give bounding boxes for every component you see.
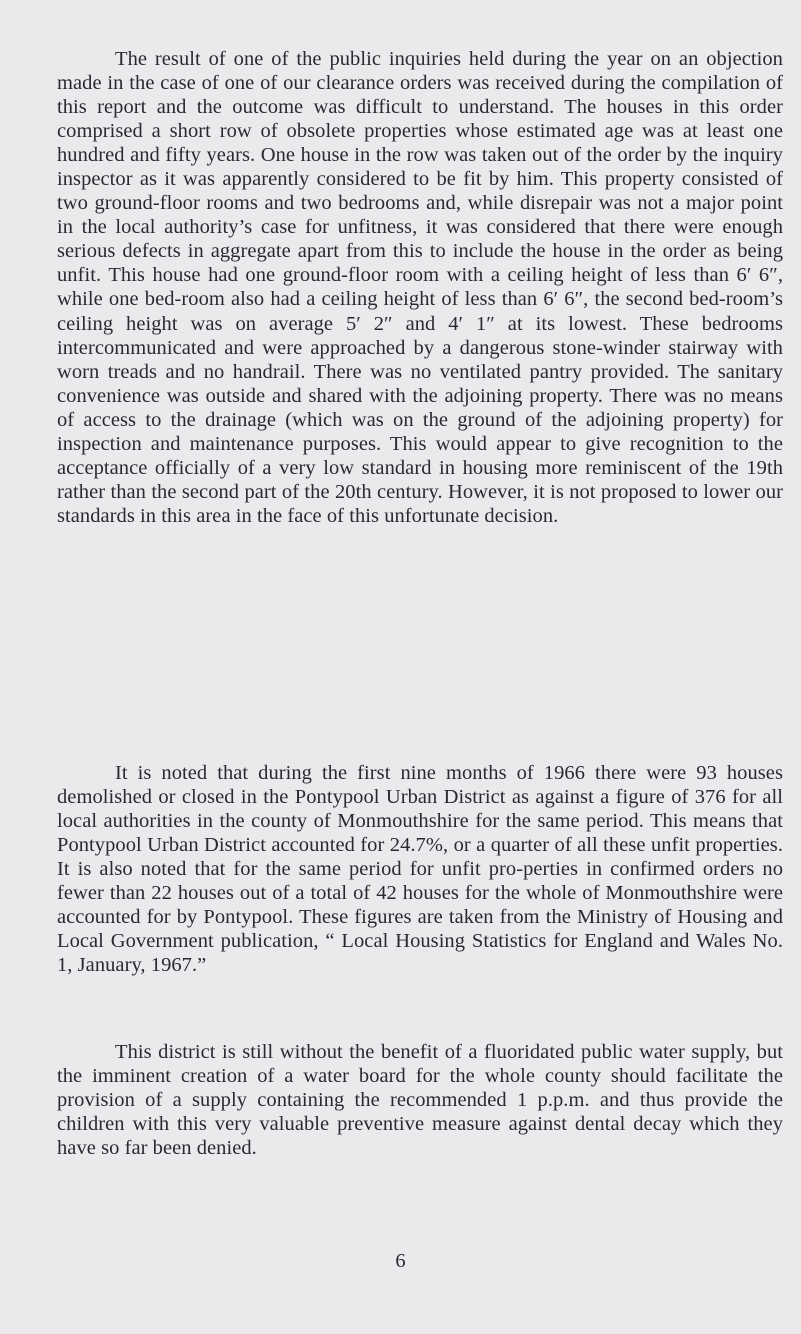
paragraph-fluoridation: This district is still without the benefit of a fluoridated public water supply, but the imminent creation of a water board for the whole county should facilitate the provision of a supply containing the recommended 1 p.p.m. and thus provide the children with this very valuable preventive measure against dental decay which they have so far been denied. <box>57 1041 783 1160</box>
paragraph-demolition-statistics: It is noted that during the first nine months of 1966 there were 93 houses demolished or closed in the Pontypool Urban District as against a figure of 376 for all local authorities in the county of Monmouthshire for the same period. This means that Pontypool Urban District accounted for 24.7%, or a quarter of all these unfit properties. It is also noted that for the same period for unfit pro-perties in confirmed orders no fewer than 22 houses out of a total of 42 houses for the whole of Monmouthshire were accounted for by Pontypool. These figures are taken from the Ministry of Housing and Local Government publication, “ Local Housing Statistics for England and Wales No. 1, January, 1967.” <box>57 762 783 977</box>
page-number: 6 <box>395 1250 406 1272</box>
paragraph-housing-inquiry: The result of one of the public inquiries held during the year on an objection made in the case of one of our clearance orders was received during the compilation of this report and the outcome was difficult to understand. The houses in this order comprised a short row of obsolete properties whose estimated age was at least one hundred and fifty years. One house in the row was taken out of the order by the inquiry inspector as it was apparently considered to be fit by him. This property consisted of two ground-floor rooms and two bedrooms and, while disrepair was not a major point in the local authority’s case for unfitness, it was considered that there were enough serious defects in aggregate apart from this to include the house in the order as being unfit. This house had one ground-floor room with a ceiling height of less than 6′ 6″, while one bed-room also had a ceiling height of less than 6′ 6″, the second bed-room’s ceiling height was on average 5′ 2″ and 4′ 1″ at its lowest. These bedrooms intercommunicated and were approached by a dangerous stone-winder stairway with worn treads and no handrail. There was no ventilated pantry provided. The sanitary convenience was outside and shared with the adjoining property. There was no means of access to the drainage (which was on the ground of the adjoining property) for inspection and maintenance purposes. This would appear to give recognition to the acceptance officially of a very low standard in housing more reminiscent of the 19th rather than the second part of the 20th century. However, it is not proposed to lower our standards in this area in the face of this unfortunate decision. <box>57 48 783 527</box>
